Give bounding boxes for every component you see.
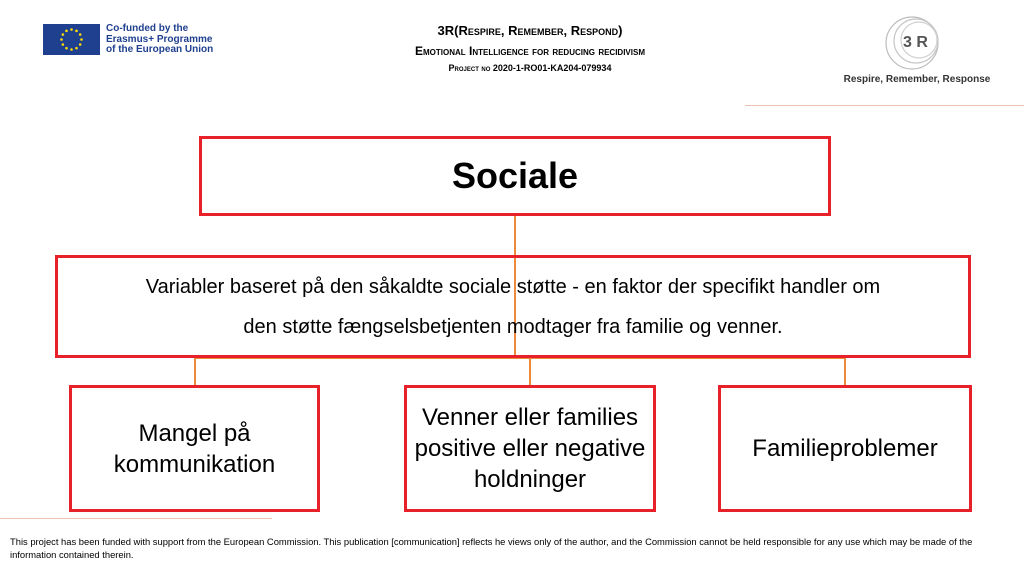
middle-node-line-2: den støtte fængselsbetjenten modtager fra familie og venner. (243, 315, 783, 338)
eu-star (70, 28, 73, 31)
eu-star (70, 48, 73, 51)
eu-star (75, 30, 78, 33)
eu-star (62, 33, 65, 36)
root-node-sociale: Sociale (199, 136, 831, 216)
connector-right (844, 357, 846, 385)
project-title: 3R(Respire, Remember, Respond) (437, 23, 623, 38)
connector-left (194, 357, 196, 385)
3r-mark: 3 R (903, 34, 928, 51)
middle-node-description (55, 255, 971, 358)
header-divider (745, 105, 1024, 106)
leaf-node-label: Mangel på kommunikation (113, 419, 276, 478)
leaf-node-family-problems (718, 385, 972, 512)
eu-cofunded-logo (43, 24, 213, 56)
footer-disclaimer: This project has been funded with support from the European Commission. This publication [communication] reflects he views only of the author, and the Commission cannot be held responsible for any use which may be made of the information contained therein. (10, 536, 973, 560)
leaf-node-label: Venner eller families positive eller negative holdninger (414, 404, 646, 493)
eu-star (62, 43, 65, 46)
eu-star (60, 38, 63, 41)
connector-center (529, 357, 531, 385)
eu-logo-text: Co-funded by the Erasmus+ Programme of the European Union (106, 23, 214, 55)
eu-star (80, 38, 83, 41)
eu-star (79, 43, 82, 46)
leaf-node-label: Familieproblemer (752, 435, 938, 462)
eu-star (65, 47, 68, 50)
eu-flag-icon (43, 24, 100, 55)
project-subtitle: Emotional Intelligence for reducing recidivism (414, 44, 645, 58)
leaf-node-communication (69, 385, 320, 512)
leaf-node-attitudes (404, 385, 656, 512)
3r-logo (832, 14, 1002, 90)
header-title (300, 23, 760, 73)
eu-star (65, 30, 68, 33)
project-number: Project no 2020-1-RO01-KA204-079934 (448, 63, 612, 73)
eu-star (75, 47, 78, 50)
eu-star (79, 33, 82, 36)
middle-node-line-1: Variabler baseret på den såkaldte sociale støtte - en faktor der specifikt handler om (145, 275, 881, 298)
footer-divider (0, 518, 272, 519)
3r-circles-icon (872, 14, 962, 72)
3r-tagline: Respire, Remember, Response (843, 74, 991, 85)
